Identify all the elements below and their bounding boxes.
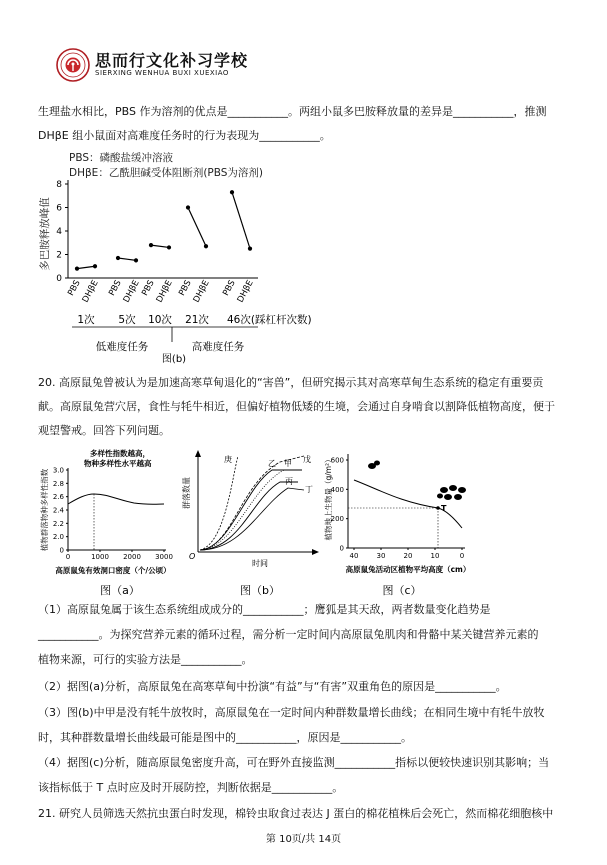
point-dhbe [248, 247, 252, 251]
fig-b-origin: O [189, 552, 196, 561]
x-label-dhbe: DHβE [80, 278, 101, 305]
fig-c-point-t: T [441, 504, 447, 513]
fig-a-xtick-label: 3000 [155, 553, 173, 561]
point-pbs [75, 267, 79, 271]
y-tick-label: 2 [56, 250, 62, 261]
school-name: 思而行文化补习学校 [95, 51, 249, 70]
fig-a-caption: 图（a） [100, 584, 140, 597]
fig-c-xlabel: 高原鼠兔活动区植物平均高度（cm） [345, 565, 471, 574]
fig-c-ytick-label: 400 [330, 485, 344, 494]
q20-intro-line2: 献。高原鼠兔营穴居，食性与牦牛相近，但偏好植物低矮的生境，会通过自身啃食以割降低植物高度，便于 [38, 400, 555, 413]
q20-2: （2）据图(a)分析，高原鼠兔在高寒草甸中扮演“有益”与“有害”双重角色的原因是___________。 [38, 680, 507, 693]
q20-1-line2: ___________。为探究营养元素的循环过程，需分析一定时间内高原鼠兔肌肉和骨骼中某关键营养元素的 [38, 628, 539, 641]
x-label-dhbe: DHβE [235, 278, 256, 305]
y-tick-label: 8 [56, 180, 62, 190]
point-dhbe [167, 245, 171, 249]
figure-c [320, 448, 485, 603]
group-label: 5次 [118, 314, 136, 326]
series-connector [188, 208, 206, 247]
x-label-pbs: PBS [107, 278, 124, 298]
point-pbs [186, 205, 190, 209]
x-label-pbs: PBS [177, 278, 194, 298]
curve-label-ding: 丁 [305, 485, 313, 494]
q21-line1: 21. 研究人员筛选天然抗虫蛋白时发现，棉铃虫取食过表达 J 蛋白的棉花植株后会死亡，然而棉花细胞核中 [38, 807, 554, 820]
fig-c-ylabel: 植物地上生物量（g/m²） [324, 455, 333, 541]
fig-c-ytick-label: 200 [330, 515, 344, 524]
q20-3-line2: 时，其种群数量增长曲线最可能是图中的___________，原因是___________。 [38, 731, 412, 744]
fig-a-xtick-label: 0 [65, 553, 71, 561]
y-tick-label: 4 [56, 227, 62, 237]
curve-label-geng: 庚 [224, 455, 232, 464]
curve-label-bing: 丙 [285, 477, 293, 486]
x-label-dhbe: DHβE [154, 278, 175, 305]
fig-b-xlabel: 时间 [252, 559, 268, 568]
fig-c-xtick-label: 20 [403, 552, 413, 560]
school-logo [56, 48, 90, 82]
q20-intro-line3: 观望警戒。回答下列问题。 [38, 424, 170, 437]
fig-c-ytick-label: 0 [339, 544, 344, 553]
fig-b-ylabel: 群落数量 [182, 477, 191, 509]
fig-a-xlabel: 高原鼠兔有效洞口密度（个/公顷） [55, 566, 171, 575]
series-connector [151, 245, 169, 247]
curve-label-wu: 戊 [303, 455, 311, 464]
point-dhbe [134, 258, 138, 262]
pika-icon-single [368, 461, 380, 470]
group-label: 21次 [185, 314, 209, 326]
point-dhbe [204, 244, 208, 248]
fig-a-xtick-label: 1000 [91, 553, 109, 561]
fig-a-xtick-label: 2000 [123, 553, 141, 561]
legend-dhbe: DHβE：乙酰胆碱受体阻断剂(PBS为溶剂) [69, 167, 264, 179]
series-connector [232, 192, 250, 248]
figure-b [180, 448, 320, 603]
x-label-dhbe: DHβE [191, 278, 212, 305]
x-label-pbs: PBS [221, 278, 238, 298]
point-pbs [230, 190, 234, 194]
figure-a [38, 448, 178, 603]
q19-text-line2: DHβE 组小鼠面对高难度任务时的行为表现为___________。 [38, 129, 331, 142]
fig-a-ytick-label: 2.0 [52, 533, 64, 542]
fig-c-xtick-label: 0 [459, 552, 465, 560]
low-task-label: 低难度任务 [95, 341, 149, 353]
q20-4-line1: （4）据图(c)分析，随高原鼠兔密度升高，可在野外直接监测___________指标以便较快速识别其影响；当 [38, 756, 550, 769]
q20-1-line1: （1）高原鼠兔属于该生态系统组成成分的___________；鹰狐是其天敌，两者数量变化趋势是 [38, 603, 491, 616]
fig-c-xtick-label: 10 [430, 552, 440, 560]
legend-pbs: PBS：磷酸盐缓冲溶液 [69, 152, 174, 164]
y-tick-label: 0 [56, 274, 62, 284]
fig-c-ytick-label: 600 [330, 456, 344, 465]
x-label-pbs: PBS [140, 278, 157, 298]
fig-a-note1: 多样性指数越高， [90, 449, 150, 458]
q20-intro-line1: 20. 高原鼠兔曾被认为是加速高寒草甸退化的“害兽”，但研究揭示其对高寒草甸生态系统的稳定有重要贡 [38, 376, 544, 389]
y-axis-label: 多巴胺释放峰值 [39, 197, 51, 271]
fig-a-ytick-label: 2.8 [52, 479, 64, 488]
fig-a-ytick-label: 0 [59, 546, 64, 555]
fig-a-ylabel: 植物群落物种多样性指数 [40, 468, 49, 552]
x-label-pbs: PBS [66, 278, 83, 298]
fig-c-xtick-label: 30 [376, 552, 386, 560]
point-pbs [116, 256, 120, 260]
fig-a-ytick-label: 2.6 [52, 493, 64, 502]
fig-c-caption: 图（c） [382, 584, 422, 597]
pika-icon-group [437, 485, 466, 500]
fig-c-xtick-label: 40 [349, 552, 359, 560]
series-connector [118, 258, 136, 260]
curve-label-yi: 乙 [268, 459, 276, 468]
q20-3-line1: （3）图(b)中甲是没有牦牛放牧时，高原鼠兔在一定时间内种群数量增长曲线；在相同生境中有牦牛放牧 [38, 706, 545, 719]
group-label: 1次 [77, 314, 95, 326]
figure-b-caption: 图(b) [161, 354, 187, 365]
q20-1-line3: 植物来源，可行的实验方法是___________。 [38, 653, 253, 666]
series-connector [77, 266, 95, 268]
page-number: 第 10页/共 14页 [265, 834, 342, 845]
point-dhbe [93, 264, 97, 268]
high-task-label: 高难度任务 [191, 341, 245, 353]
fig-a-ytick-label: 3.0 [52, 466, 64, 475]
dopamine-figure [36, 150, 336, 365]
group-label: 10次 [148, 314, 172, 326]
x-label-dhbe: DHβE [121, 278, 142, 305]
curve-label-jia: 甲 [284, 459, 292, 468]
q20-4-line2: 该指标低于 T 点时应及时开展防控，判断依据是___________。 [38, 781, 344, 794]
school-name-en: SIERXING WENHUA BUXI XUEXIAO [95, 69, 229, 77]
point-pbs [149, 243, 153, 247]
q19-text-line1: 生理盐水相比，PBS 作为溶剂的优点是___________。两组小鼠多巴胺释放量的差异是___________，推测 [38, 105, 547, 118]
fig-a-ytick-label: 2.4 [52, 506, 64, 515]
fig-b-caption-20: 图（b） [240, 584, 280, 597]
fig-a-ytick-label: 2.2 [52, 519, 64, 528]
group-label: 46次(踩杠杆次数) [227, 314, 312, 326]
y-tick-label: 6 [56, 203, 62, 214]
fig-a-note2: 物种多样性水平越高 [84, 459, 152, 468]
